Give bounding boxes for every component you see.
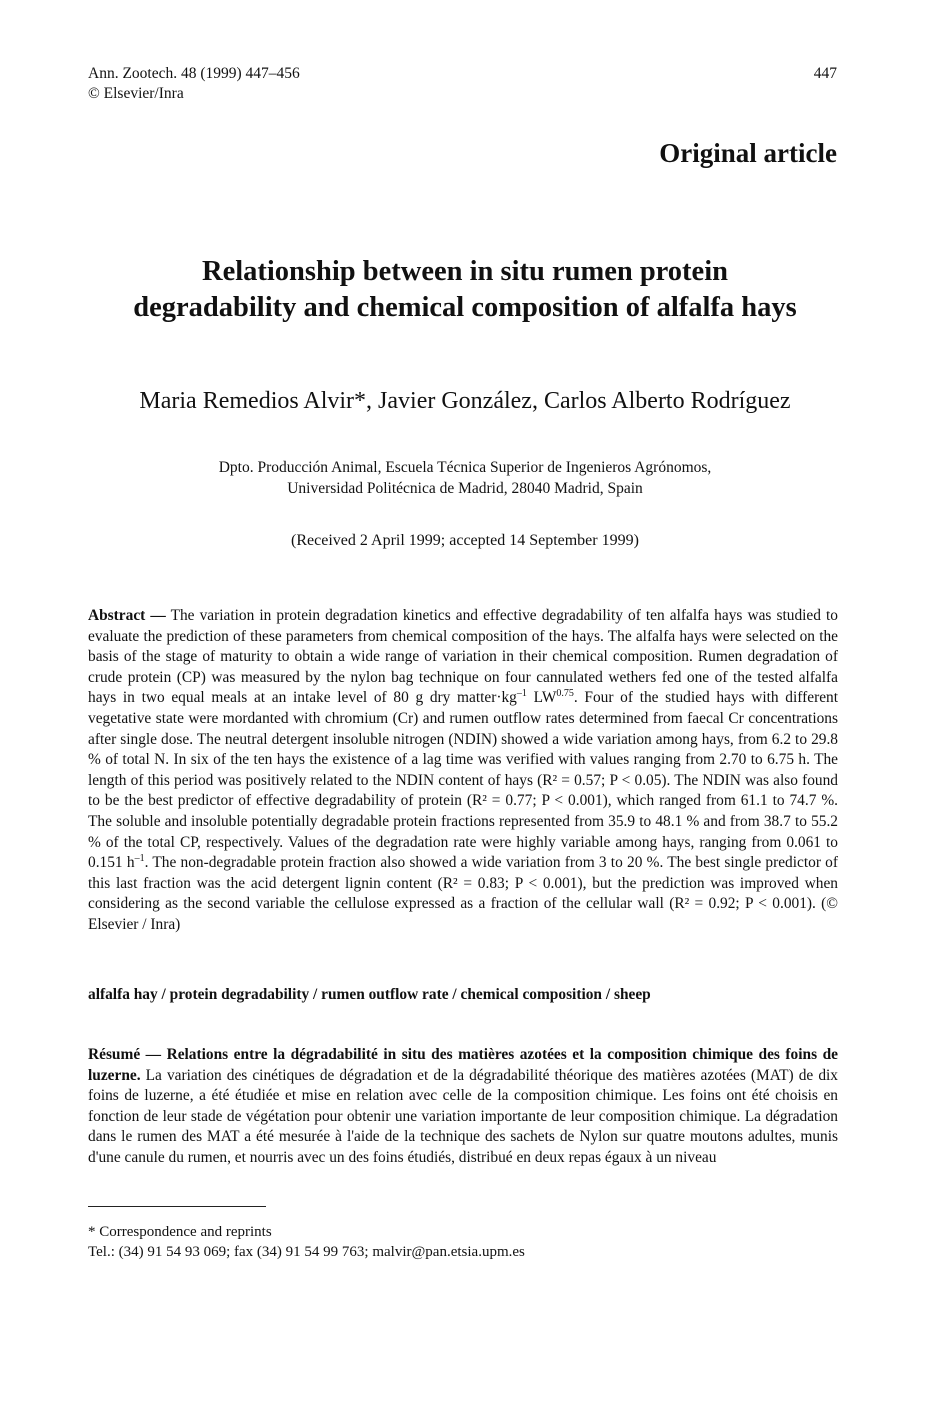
author-list: Maria Remedios Alvir*, Javier González, Carlos Alberto Rodríguez bbox=[139, 388, 791, 414]
journal-citation: Ann. Zootech. 48 (1999) 447–456 bbox=[88, 65, 300, 82]
abstract-label: Abstract — bbox=[88, 607, 166, 624]
title-line-1: Relationship between in situ rumen protein bbox=[202, 256, 728, 287]
keywords: alfalfa hay / protein degradability / rumen outflow rate / chemical composition / sheep bbox=[88, 986, 651, 1003]
received-dates: (Received 2 April 1999; accepted 14 September 1999) bbox=[291, 532, 639, 549]
resume-text: La variation des cinétiques de dégradation et de la dégradabilité théorique des matières azotées (MAT) de dix foins de luzerne, a été étudiée et mise en relation avec celle de la composition chimique. Les foins ont été choisis en fonction de leur stade de végétation pour obtenir une variation importante de leur composition chimique. La dégradation dans le rumen des MAT a été mesurée à l'aide de la technique des sachets de Nylon sur quatre moutons adultes, munis d'une canule du rumen, et nourris avec un des foins étudiés, distribué en deux repas égaux à un niveau bbox=[88, 1066, 838, 1166]
article-type: Original article bbox=[659, 138, 837, 168]
title-line-2: degradability and chemical composition of alfalfa hays bbox=[133, 292, 797, 323]
footnote-correspondence: * Correspondence and reprints bbox=[88, 1224, 272, 1240]
footnote-contact: Tel.: (34) 91 54 93 069; fax (34) 91 54 99 763; malvir@pan.etsia.upm.es bbox=[88, 1244, 525, 1260]
publisher-line: © Elsevier/Inra bbox=[88, 85, 184, 102]
abstract-sup-3: –1 bbox=[134, 853, 145, 864]
resume-label: Résumé — Relations entre la dégradabilité in situ des matières azotées et la composition chimique des foins de luzerne. bbox=[88, 1046, 838, 1084]
page-number: 447 bbox=[813, 65, 837, 82]
abstract-sup-2: 0.75 bbox=[556, 688, 574, 700]
resume bbox=[88, 1045, 838, 1169]
footnote-divider bbox=[88, 1206, 266, 1207]
footnote bbox=[88, 1222, 848, 1262]
affiliation bbox=[60, 457, 870, 499]
abstract-sup-1: –1 bbox=[516, 688, 527, 700]
affiliation-line-1: Dpto. Producción Animal, Escuela Técnica Superior de Ingenieros Agrónomos, bbox=[218, 459, 712, 476]
abstract bbox=[88, 606, 838, 936]
affiliation-line-2: Universidad Politécnica de Madrid, 28040 Madrid, Spain bbox=[287, 480, 643, 497]
journal-header bbox=[88, 64, 300, 104]
paper-title bbox=[60, 254, 870, 326]
abstract-text-3: . Four of the studied hays with different vegetative state were mordanted with chromium (Cr) and rumen outflow rates determined from faecal Cr concentrations after single dose. The neutral detergent insoluble nitrogen (NDIN) showed a wide variation among hays, from 6.2 to 29.8 % of total N. In six of the ten hays the existence of a lag time was verified with values ranging from 2.70 to 6.75 h. The length of this period was positively related to the NDIN content of hays (R² = 0.57; P < 0.05). The NDIN was also found to be the best predictor of effective degradability of protein (R² = 0.77; P < 0.001), which ranged from 61.1 to 74.7 %. The soluble and insoluble potentially degradable protein fractions represented from 35.9 to 48.1 % and from 38.7 to 55.2 % of the total CP, respectively. Values of the degradation rate were highly variable among hays, ranging from 0.061 to 0.151 h bbox=[88, 689, 838, 872]
abstract-text-4: . The non-degradable protein fraction also showed a wide variation from 3 to 20 %. The best single predictor of this last fraction was the acid detergent lignin content (R² = 0.83; P < 0.001), but the prediction was improved when considering as the second variable the cellulose expressed as a fraction of the cellular wall (R² = 0.92; P < 0.001). (© Elsevier / Inra) bbox=[88, 854, 838, 933]
abstract-text-1: The variation in protein degradation kinetics and effective degradability of ten alfalfa hays was studied to evaluate the prediction of these parameters from chemical composition of the hays. The alfalfa hays were selected on the basis of the stage of maturity to obtain a wide range of variation in their chemical composition. Rumen degradation of crude protein (CP) was measured by the nylon bag technique on four cannulated wethers fed one of the tested alfalfa hays in two equal meals at an intake level of 80 g dry matter·kg bbox=[88, 607, 838, 707]
abstract-text-2: LW bbox=[526, 689, 557, 707]
